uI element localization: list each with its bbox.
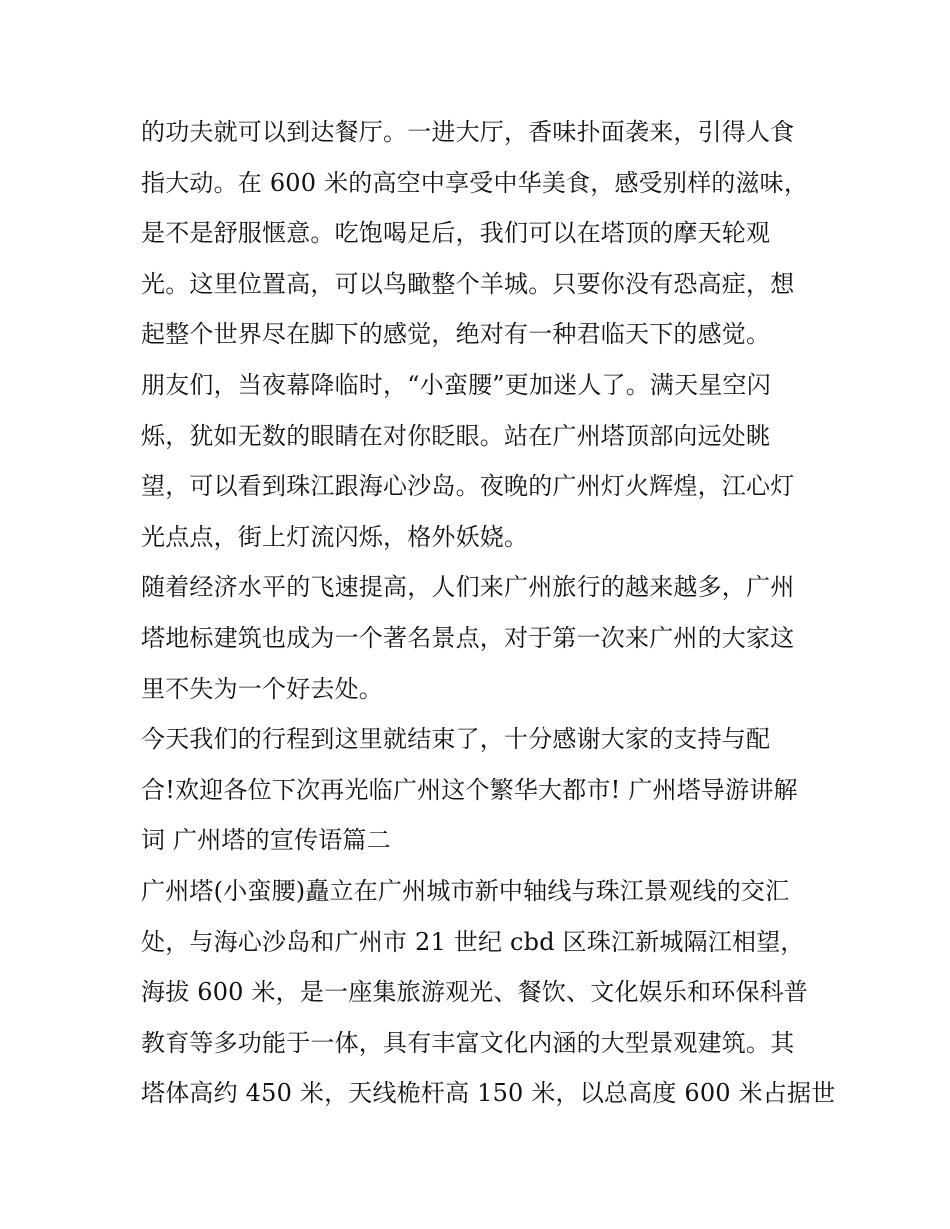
text-line: 词 广州塔的宣传语篇二 (141, 826, 391, 855)
text-line: 广州塔(小蛮腰)矗立在广州城市新中轴线与珠江景观线的交汇 (141, 876, 790, 905)
text-line: 塔体高约 450 米，天线桅杆高 150 米，以总高度 600 米占据世 (141, 1079, 836, 1108)
body-text (141, 107, 836, 1119)
text-line: 的功夫就可以到达餐厅。一进大厅，香味扑面袭来，引得人食 (141, 118, 795, 146)
text-line: 今天我们的行程到这里就结束了，十分感谢大家的支持与配 (141, 725, 771, 754)
text-line: 朋友们，当夜幕降临时，“小蛮腰”更加迷人了。满天星空闪 (141, 370, 771, 399)
text-line: 里不失为一个好去处。 (141, 674, 383, 703)
text-line: 海拔 600 米，是一座集旅游观光、餐饮、文化娱乐和环保科普 (141, 978, 809, 1007)
text-line: 光。这里位置高，可以鸟瞰整个羊城。只要你没有恐高症，想 (141, 269, 795, 298)
text-line: 处，与海心沙岛和广州市 21 世纪 cbd 区珠江新城隔江相望， (141, 927, 805, 956)
text-line: 是不是舒服惬意。吃饱喝足后，我们可以在塔顶的摩天轮观 (141, 219, 771, 248)
text-line: 合!欢迎各位下次再光临广州这个繁华大都市! 广州塔导游讲解 (141, 775, 798, 804)
text-line: 烁，犹如无数的眼睛在对你眨眼。站在广州塔顶部向远处眺 (141, 421, 771, 450)
text-line: 随着经济水平的飞速提高，人们来广州旅行的越来越多，广州 (141, 573, 795, 602)
text-line: 塔地标建筑也成为一个著名景点，对于第一次来广州的大家这 (141, 623, 795, 652)
text-line: 指大动。在 600 米的高空中享受中华美食，感受别样的滋味， (141, 168, 809, 197)
text-line: 起整个世界尽在脚下的感觉，绝对有一种君临天下的感觉。 (141, 320, 771, 349)
text-line: 光点点，街上灯流闪烁，格外妖娆。 (141, 522, 529, 551)
text-line: 望，可以看到珠江跟海心沙岛。夜晚的广州灯火辉煌，江心灯 (141, 472, 795, 501)
text-line: 教育等多功能于一体，具有丰富文化内涵的大型景观建筑。其 (141, 1028, 795, 1057)
